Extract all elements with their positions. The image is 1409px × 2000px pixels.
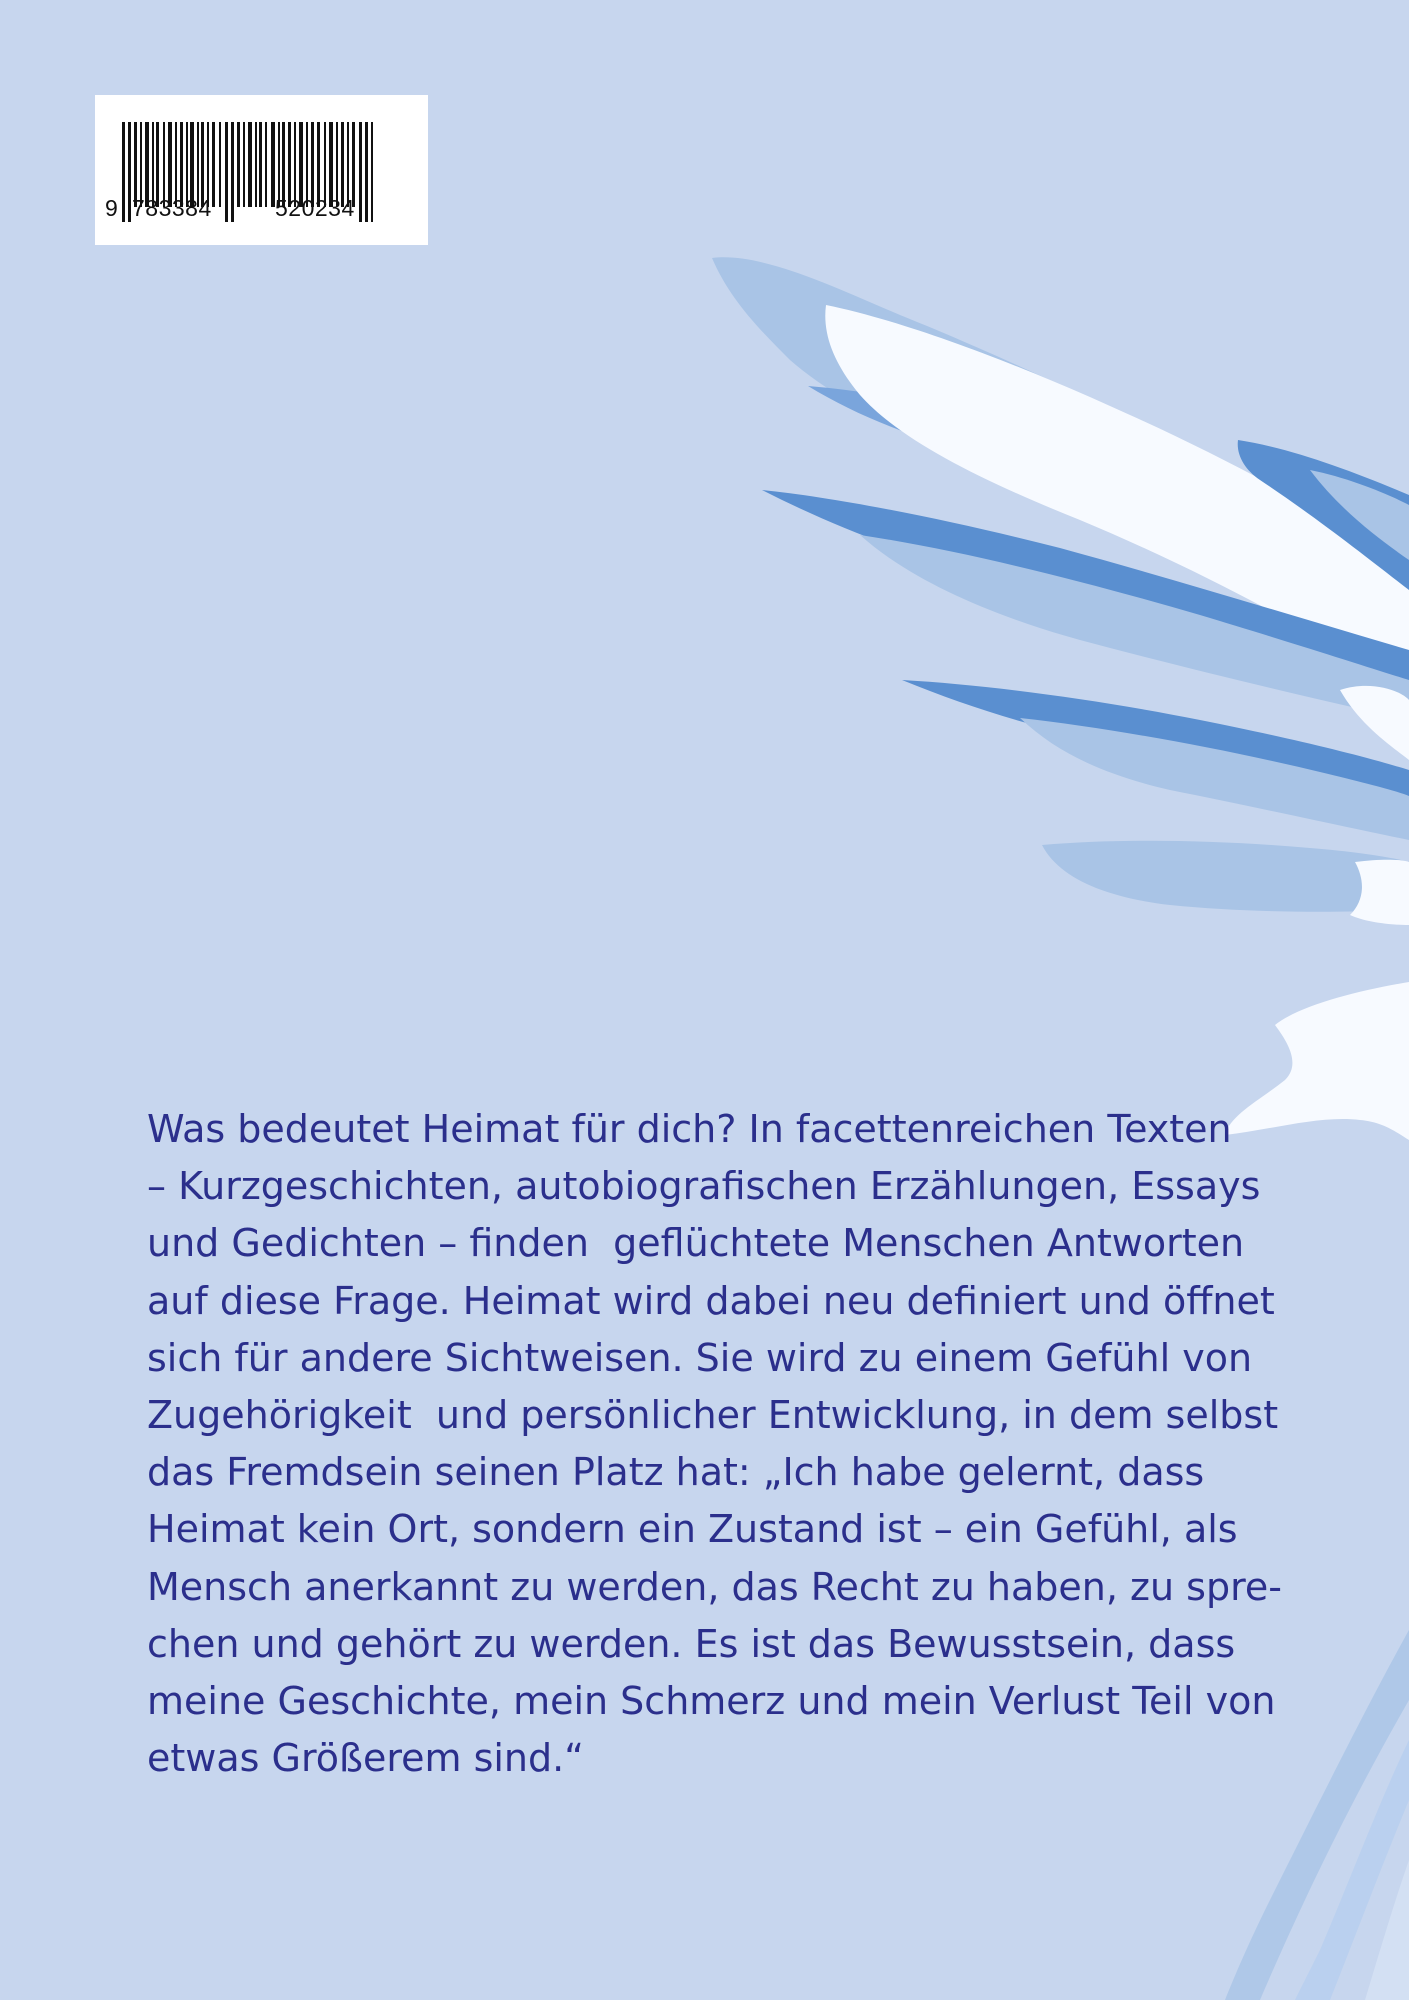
isbn-right-group: 520234 xyxy=(275,195,355,221)
blurb-line: sich für andere Sichtweisen. Sie wird zu einem Gefühl von xyxy=(147,1335,1253,1380)
blurb-line: das Fremdsein seinen Platz hat: „Ich habe gelernt, dass xyxy=(147,1450,1205,1495)
blurb-line: meine Geschichte, mein Schmerz und mein Verlust Teil von xyxy=(147,1679,1276,1724)
isbn-barcode xyxy=(95,95,428,245)
blurb-text xyxy=(147,1101,1282,1787)
blurb-line: Heimat kein Ort, sondern ein Zustand ist – ein Gefühl, als xyxy=(147,1507,1238,1552)
feather-lower-white xyxy=(1340,686,1409,760)
feather-bottom-light xyxy=(1042,841,1409,912)
blurb-line: und Gedichten – finden geflüchtete Menschen Antworten xyxy=(147,1221,1245,1266)
barcode-bars xyxy=(95,95,428,245)
isbn-lead-digit: 9 xyxy=(105,195,118,221)
blurb-line: auf diese Frage. Heimat wird dabei neu definiert und öffnet xyxy=(147,1278,1275,1323)
blurb-line: Was bedeutet Heimat für dich? In facettenreichen Texten xyxy=(147,1107,1232,1151)
blurb-line: Zugehörigkeit und persönlicher Entwicklung, in dem selbst xyxy=(147,1393,1279,1438)
isbn-left-group: 783384 xyxy=(132,195,212,221)
blurb-line: – Kurzgeschichten, autobiografischen Erzählungen, Essays xyxy=(147,1164,1261,1209)
blurb-line: chen und gehört zu werden. Es ist das Bewusstsein, dass xyxy=(147,1621,1236,1666)
blurb-line: etwas Größerem sind.“ xyxy=(147,1736,584,1781)
blurb-line: Mensch anerkannt zu werden, das Recht zu haben, zu spre- xyxy=(147,1564,1282,1609)
